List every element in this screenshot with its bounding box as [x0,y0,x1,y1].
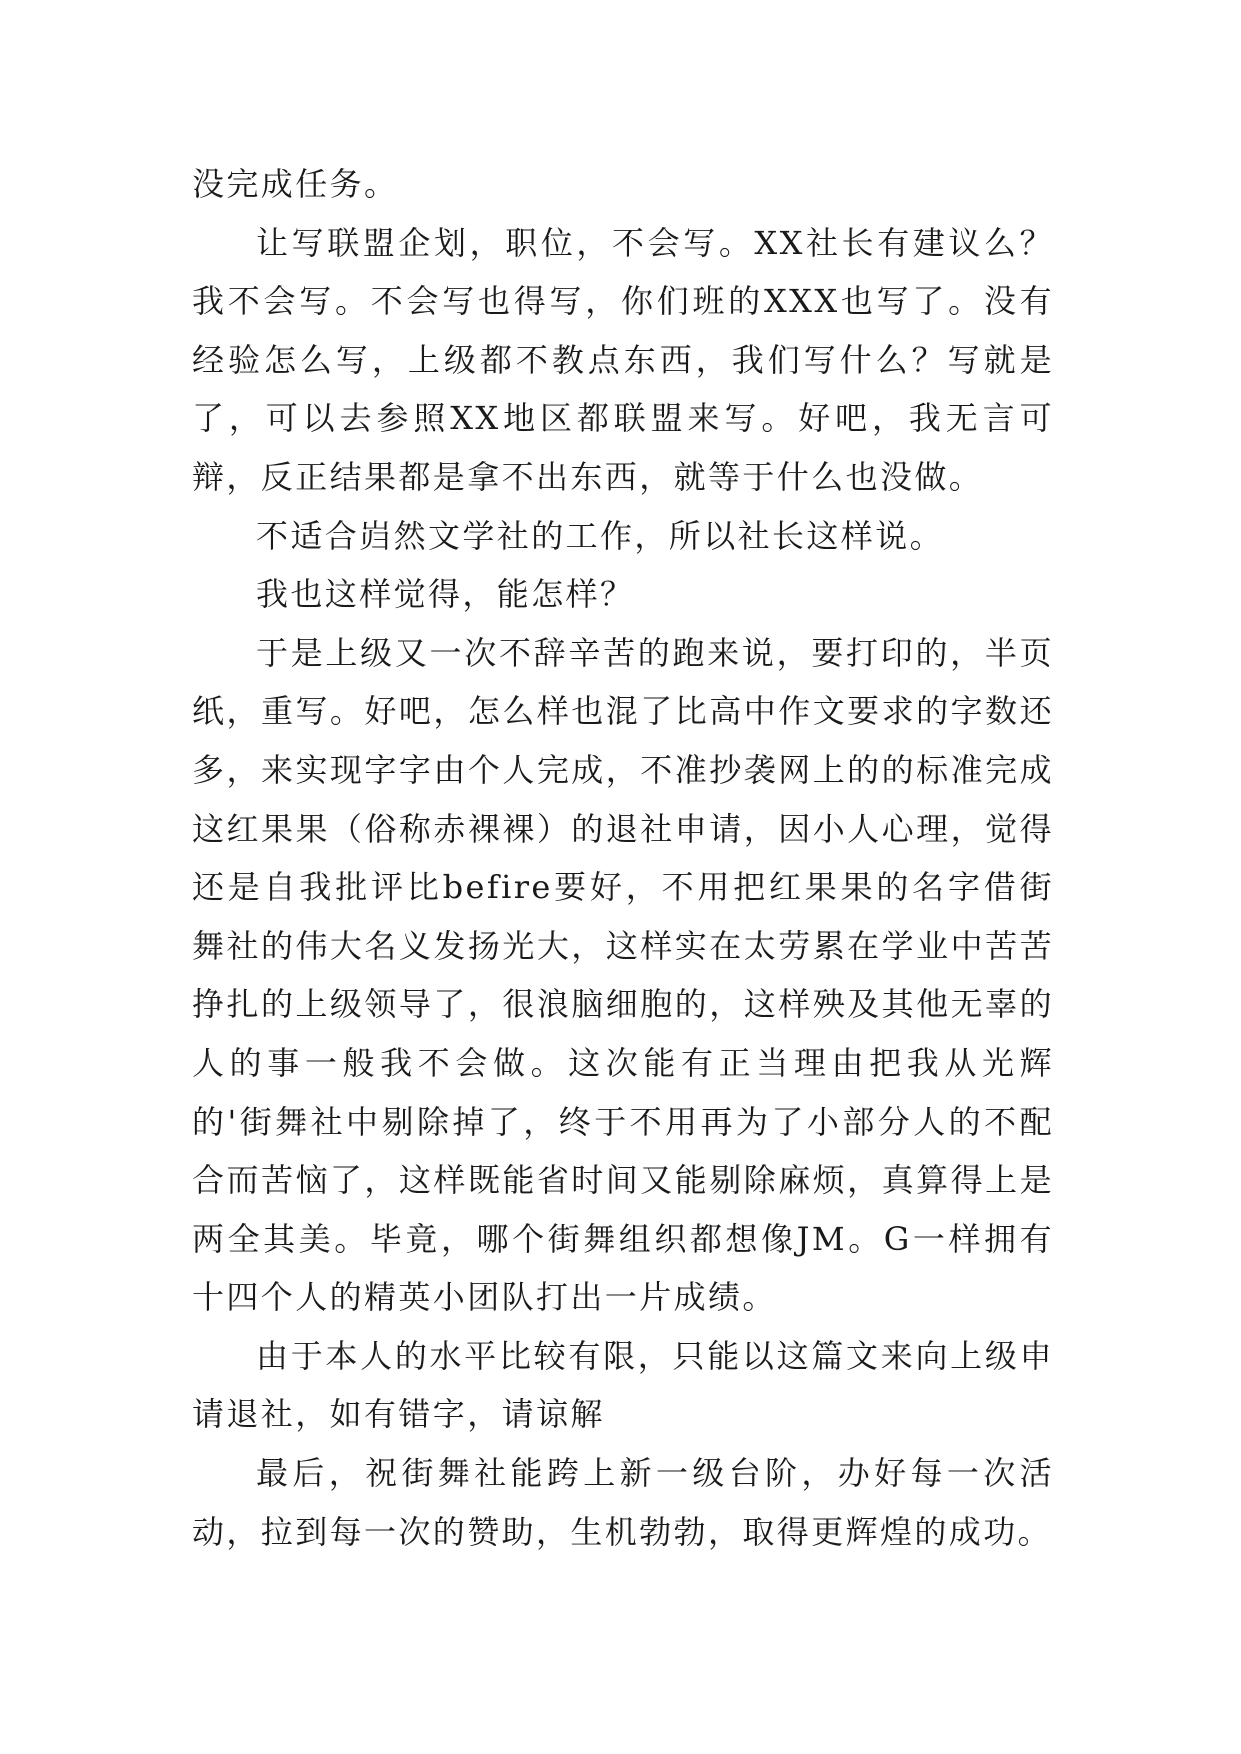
document-body [192,155,1054,1561]
document-page [192,0,1054,1754]
paragraph-2: 让写联盟企划，职位，不会写。XX社长有建议么？我不会写。不会写也得写，你们班的XXX也写了。没有经验怎么写，上级都不教点东西，我们写什么？写就是了，可以去参照XX地区都联盟来写。好吧，我无言可辩，反正结果都是拿不出东西，就等于什么也没做。 [192,223,1054,496]
paragraph-5: 于是上级又一次不辞辛苦的跑来说，要打印的，半页纸，重写。好吧，怎么样也混了比高中作文要求的字数还多，来实现字字由个人完成，不准抄袭网上的的标准完成这红果果（俗称赤裸裸）的退社申请，因小人心理，觉得还是自我批评比befire要好，不用把红果果的名字借街舞社的伟大名义发扬光大，这样实在太劳累在学业中苦苦挣扎的上级领导了，很浪脑细胞的，这样殃及其他无辜的人的事一般我不会做。这次能有正当理由把我从光辉的'街舞社中剔除掉了，终于不用再为了小部分人的不配合而苦恼了，这样既能省时间又能剔除麻烦，真算得上是两全其美。毕竟，哪个街舞组织都想像JM。G一样拥有十四个人的精英小团队打出一片成绩。 [192,633,1054,1317]
paragraph-6: 由于本人的水平比较有限，只能以这篇文来向上级申请退社，如有错字，请谅解 [192,1336,1054,1434]
paragraph-4: 我也这样觉得，能怎样？ [256,575,635,614]
paragraph-1: 没完成任务。 [192,165,399,203]
paragraph-7: 最后，祝街舞社能跨上新一级台阶，办好每一次活动，拉到每一次的赞助，生机勃勃，取得更辉煌的成功。 [192,1454,1054,1551]
paragraph-3: 不适合岿然文学社的工作，所以社长这样说。 [256,516,945,555]
